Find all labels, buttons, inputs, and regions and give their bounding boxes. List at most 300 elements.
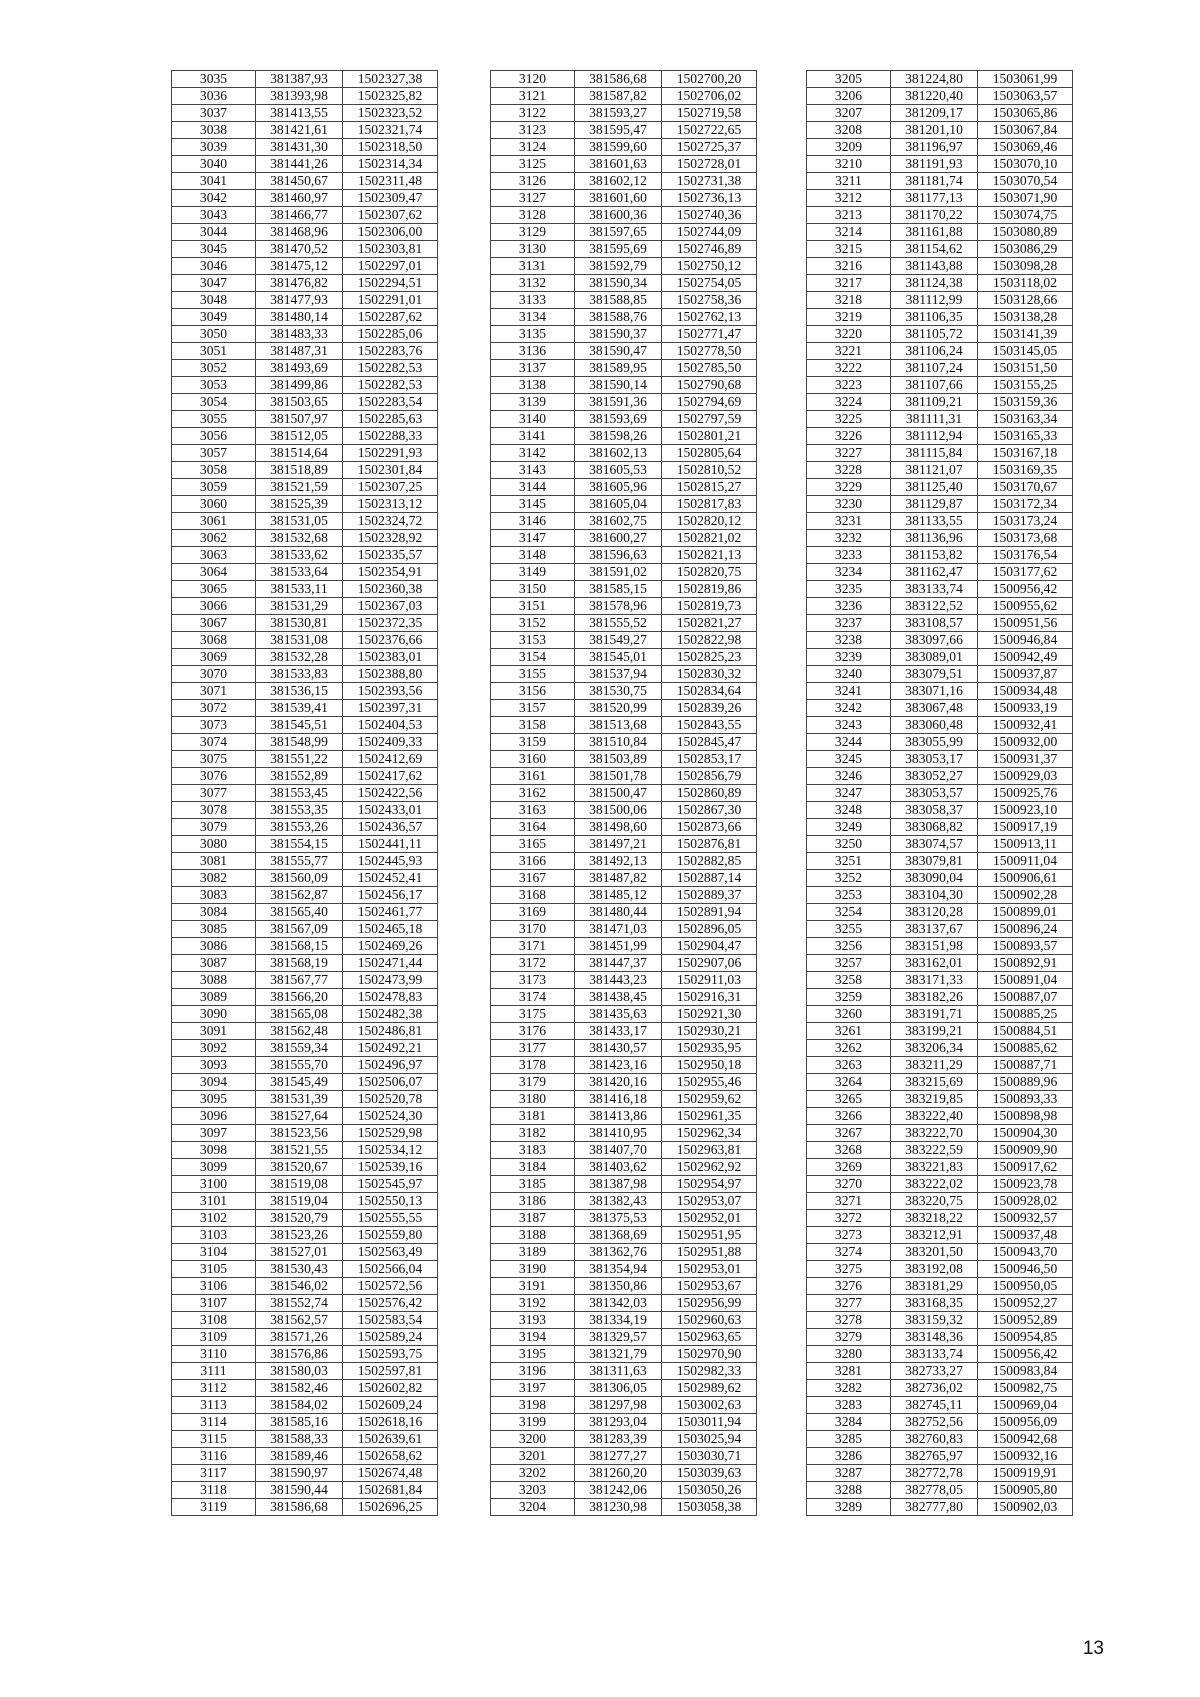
- table-row: [807, 938, 1073, 955]
- y-coordinate-cell: 1502896,05: [662, 921, 757, 938]
- table-row: [172, 428, 438, 445]
- point-number-cell: 3228: [807, 462, 891, 479]
- table-row: [172, 377, 438, 394]
- y-coordinate-cell: 1500946,50: [978, 1261, 1073, 1278]
- x-coordinate-cell: 381209,17: [891, 105, 978, 122]
- point-number-cell: 3157: [491, 700, 575, 717]
- y-coordinate-cell: 1502845,47: [662, 734, 757, 751]
- table-row: [172, 1142, 438, 1159]
- point-number-cell: 3160: [491, 751, 575, 768]
- table-row: [807, 1312, 1073, 1329]
- x-coordinate-cell: 381321,79: [575, 1346, 662, 1363]
- x-coordinate-cell: 381521,59: [256, 479, 343, 496]
- x-coordinate-cell: 381106,35: [891, 309, 978, 326]
- point-number-cell: 3213: [807, 207, 891, 224]
- y-coordinate-cell: 1503169,35: [978, 462, 1073, 479]
- point-number-cell: 3221: [807, 343, 891, 360]
- point-number-cell: 3283: [807, 1397, 891, 1414]
- point-number-cell: 3130: [491, 241, 575, 258]
- x-coordinate-cell: 381451,99: [575, 938, 662, 955]
- table-row: [491, 581, 757, 598]
- y-coordinate-cell: 1502325,82: [343, 88, 438, 105]
- x-coordinate-cell: 381329,57: [575, 1329, 662, 1346]
- x-coordinate-cell: 381585,16: [256, 1414, 343, 1431]
- y-coordinate-cell: 1502821,13: [662, 547, 757, 564]
- y-coordinate-cell: 1502722,65: [662, 122, 757, 139]
- table-row: [172, 496, 438, 513]
- point-number-cell: 3153: [491, 632, 575, 649]
- x-coordinate-cell: 383171,33: [891, 972, 978, 989]
- point-number-cell: 3252: [807, 870, 891, 887]
- table-row: [172, 1482, 438, 1499]
- point-number-cell: 3124: [491, 139, 575, 156]
- table-row: [172, 904, 438, 921]
- x-coordinate-cell: 381121,07: [891, 462, 978, 479]
- table-row: [807, 836, 1073, 853]
- point-number-cell: 3266: [807, 1108, 891, 1125]
- point-number-cell: 3277: [807, 1295, 891, 1312]
- table-row: [491, 224, 757, 241]
- point-number-cell: 3165: [491, 836, 575, 853]
- x-coordinate-cell: 381571,26: [256, 1329, 343, 1346]
- table-row: [491, 870, 757, 887]
- y-coordinate-cell: 1502830,32: [662, 666, 757, 683]
- x-coordinate-cell: 381597,65: [575, 224, 662, 241]
- point-number-cell: 3119: [172, 1499, 256, 1516]
- table-row: [807, 1193, 1073, 1210]
- x-coordinate-cell: 381519,08: [256, 1176, 343, 1193]
- point-number-cell: 3243: [807, 717, 891, 734]
- x-coordinate-cell: 383071,16: [891, 683, 978, 700]
- y-coordinate-cell: 1502576,42: [343, 1295, 438, 1312]
- x-coordinate-cell: 381548,99: [256, 734, 343, 751]
- table-row: [807, 224, 1073, 241]
- y-coordinate-cell: 1502520,78: [343, 1091, 438, 1108]
- x-coordinate-cell: 383053,17: [891, 751, 978, 768]
- y-coordinate-cell: 1500885,62: [978, 1040, 1073, 1057]
- point-number-cell: 3074: [172, 734, 256, 751]
- y-coordinate-cell: 1503177,62: [978, 564, 1073, 581]
- table-row: [491, 904, 757, 921]
- x-coordinate-cell: 381201,10: [891, 122, 978, 139]
- table-row: [172, 1414, 438, 1431]
- table-row: [172, 1329, 438, 1346]
- x-coordinate-cell: 383104,30: [891, 887, 978, 904]
- x-coordinate-cell: 381413,86: [575, 1108, 662, 1125]
- point-number-cell: 3164: [491, 819, 575, 836]
- table-row: [172, 1108, 438, 1125]
- point-number-cell: 3231: [807, 513, 891, 530]
- table-row: [172, 1431, 438, 1448]
- y-coordinate-cell: 1502911,03: [662, 972, 757, 989]
- point-number-cell: 3090: [172, 1006, 256, 1023]
- y-coordinate-cell: 1503086,29: [978, 241, 1073, 258]
- table-row: [491, 343, 757, 360]
- table-row: [491, 1380, 757, 1397]
- y-coordinate-cell: 1500942,49: [978, 649, 1073, 666]
- y-coordinate-cell: 1502307,25: [343, 479, 438, 496]
- y-coordinate-cell: 1502597,81: [343, 1363, 438, 1380]
- point-number-cell: 3076: [172, 768, 256, 785]
- table-row: [491, 955, 757, 972]
- x-coordinate-cell: 381605,96: [575, 479, 662, 496]
- point-number-cell: 3174: [491, 989, 575, 1006]
- table-row: [172, 292, 438, 309]
- x-coordinate-cell: 382745,11: [891, 1397, 978, 1414]
- table-row: [172, 258, 438, 275]
- point-number-cell: 3116: [172, 1448, 256, 1465]
- point-number-cell: 3135: [491, 326, 575, 343]
- table-row: [807, 802, 1073, 819]
- y-coordinate-cell: 1502891,94: [662, 904, 757, 921]
- y-coordinate-cell: 1502545,97: [343, 1176, 438, 1193]
- x-coordinate-cell: 381112,99: [891, 292, 978, 309]
- table-row: [172, 836, 438, 853]
- table-row: [807, 292, 1073, 309]
- point-number-cell: 3258: [807, 972, 891, 989]
- x-coordinate-cell: 381105,72: [891, 326, 978, 343]
- y-coordinate-cell: 1502534,12: [343, 1142, 438, 1159]
- x-coordinate-cell: 381588,76: [575, 309, 662, 326]
- table-row: [491, 1261, 757, 1278]
- y-coordinate-cell: 1500937,87: [978, 666, 1073, 683]
- x-coordinate-cell: 383137,67: [891, 921, 978, 938]
- point-number-cell: 3143: [491, 462, 575, 479]
- y-coordinate-cell: 1500951,56: [978, 615, 1073, 632]
- point-number-cell: 3179: [491, 1074, 575, 1091]
- table-row: [491, 819, 757, 836]
- point-number-cell: 3274: [807, 1244, 891, 1261]
- table-row: [491, 88, 757, 105]
- point-number-cell: 3118: [172, 1482, 256, 1499]
- table-row: [172, 326, 438, 343]
- point-number-cell: 3089: [172, 989, 256, 1006]
- x-coordinate-cell: 381532,68: [256, 530, 343, 547]
- x-coordinate-cell: 381311,63: [575, 1363, 662, 1380]
- point-number-cell: 3060: [172, 496, 256, 513]
- table-row: [491, 1125, 757, 1142]
- y-coordinate-cell: 1502291,01: [343, 292, 438, 309]
- x-coordinate-cell: 381595,47: [575, 122, 662, 139]
- point-number-cell: 3188: [491, 1227, 575, 1244]
- y-coordinate-cell: 1502959,62: [662, 1091, 757, 1108]
- y-coordinate-cell: 1502825,23: [662, 649, 757, 666]
- y-coordinate-cell: 1500911,04: [978, 853, 1073, 870]
- table-row: [172, 955, 438, 972]
- y-coordinate-cell: 1503030,71: [662, 1448, 757, 1465]
- point-number-cell: 3081: [172, 853, 256, 870]
- x-coordinate-cell: 381133,55: [891, 513, 978, 530]
- x-coordinate-cell: 381552,74: [256, 1295, 343, 1312]
- table-row: [491, 1210, 757, 1227]
- point-number-cell: 3127: [491, 190, 575, 207]
- y-coordinate-cell: 1502436,57: [343, 819, 438, 836]
- x-coordinate-cell: 383122,52: [891, 598, 978, 615]
- x-coordinate-cell: 381447,37: [575, 955, 662, 972]
- table-row: [172, 173, 438, 190]
- y-coordinate-cell: 1502473,99: [343, 972, 438, 989]
- table-row: [172, 1465, 438, 1482]
- x-coordinate-cell: 381533,64: [256, 564, 343, 581]
- point-number-cell: 3261: [807, 1023, 891, 1040]
- point-number-cell: 3145: [491, 496, 575, 513]
- x-coordinate-cell: 383079,81: [891, 853, 978, 870]
- y-coordinate-cell: 1500891,04: [978, 972, 1073, 989]
- x-coordinate-cell: 381530,43: [256, 1261, 343, 1278]
- point-number-cell: 3056: [172, 428, 256, 445]
- x-coordinate-cell: 381530,81: [256, 615, 343, 632]
- x-coordinate-cell: 381503,65: [256, 394, 343, 411]
- x-coordinate-cell: 383108,57: [891, 615, 978, 632]
- x-coordinate-cell: 381584,02: [256, 1397, 343, 1414]
- point-number-cell: 3054: [172, 394, 256, 411]
- table-row: [491, 768, 757, 785]
- table-row: [491, 972, 757, 989]
- y-coordinate-cell: 1500917,62: [978, 1159, 1073, 1176]
- table-row: [491, 666, 757, 683]
- table-row: [807, 887, 1073, 904]
- table-row: [172, 615, 438, 632]
- y-coordinate-cell: 1502731,38: [662, 173, 757, 190]
- y-coordinate-cell: 1502404,53: [343, 717, 438, 734]
- point-number-cell: 3115: [172, 1431, 256, 1448]
- y-coordinate-cell: 1502465,18: [343, 921, 438, 938]
- x-coordinate-cell: 381230,98: [575, 1499, 662, 1516]
- x-coordinate-cell: 381590,34: [575, 275, 662, 292]
- y-coordinate-cell: 1502876,81: [662, 836, 757, 853]
- x-coordinate-cell: 381181,74: [891, 173, 978, 190]
- x-coordinate-cell: 381553,45: [256, 785, 343, 802]
- point-number-cell: 3098: [172, 1142, 256, 1159]
- point-number-cell: 3050: [172, 326, 256, 343]
- point-number-cell: 3242: [807, 700, 891, 717]
- y-coordinate-cell: 1503167,18: [978, 445, 1073, 462]
- x-coordinate-cell: 383222,59: [891, 1142, 978, 1159]
- table-row: [491, 938, 757, 955]
- point-number-cell: 3276: [807, 1278, 891, 1295]
- x-coordinate-cell: 381586,68: [575, 71, 662, 88]
- point-number-cell: 3214: [807, 224, 891, 241]
- x-coordinate-cell: 383192,08: [891, 1261, 978, 1278]
- point-number-cell: 3051: [172, 343, 256, 360]
- table-row: [491, 139, 757, 156]
- table-row: [491, 122, 757, 139]
- table-row: [491, 445, 757, 462]
- table-row: [807, 462, 1073, 479]
- x-coordinate-cell: 381593,27: [575, 105, 662, 122]
- x-coordinate-cell: 381431,30: [256, 139, 343, 156]
- x-coordinate-cell: 381387,93: [256, 71, 343, 88]
- x-coordinate-cell: 382777,80: [891, 1499, 978, 1516]
- y-coordinate-cell: 1502291,93: [343, 445, 438, 462]
- x-coordinate-cell: 381362,76: [575, 1244, 662, 1261]
- y-coordinate-cell: 1503067,84: [978, 122, 1073, 139]
- x-coordinate-cell: 381177,13: [891, 190, 978, 207]
- y-coordinate-cell: 1500932,16: [978, 1448, 1073, 1465]
- y-coordinate-cell: 1500884,51: [978, 1023, 1073, 1040]
- y-coordinate-cell: 1503070,10: [978, 156, 1073, 173]
- point-number-cell: 3072: [172, 700, 256, 717]
- table-row: [491, 887, 757, 904]
- y-coordinate-cell: 1500893,57: [978, 938, 1073, 955]
- x-coordinate-cell: 383060,48: [891, 717, 978, 734]
- table-row: [491, 462, 757, 479]
- table-row: [172, 921, 438, 938]
- y-coordinate-cell: 1503141,39: [978, 326, 1073, 343]
- y-coordinate-cell: 1502412,69: [343, 751, 438, 768]
- x-coordinate-cell: 381599,60: [575, 139, 662, 156]
- point-number-cell: 3069: [172, 649, 256, 666]
- table-row: [491, 411, 757, 428]
- x-coordinate-cell: 381593,69: [575, 411, 662, 428]
- point-number-cell: 3287: [807, 1465, 891, 1482]
- y-coordinate-cell: 1503050,26: [662, 1482, 757, 1499]
- y-coordinate-cell: 1502963,81: [662, 1142, 757, 1159]
- x-coordinate-cell: 383120,28: [891, 904, 978, 921]
- point-number-cell: 3244: [807, 734, 891, 751]
- point-number-cell: 3185: [491, 1176, 575, 1193]
- x-coordinate-cell: 381553,35: [256, 802, 343, 819]
- table-row: [807, 751, 1073, 768]
- point-number-cell: 3161: [491, 768, 575, 785]
- page-number: 13: [1082, 1638, 1104, 1659]
- table-row: [807, 853, 1073, 870]
- coordinates-table-2: [490, 70, 757, 1516]
- x-coordinate-cell: 382778,05: [891, 1482, 978, 1499]
- y-coordinate-cell: 1503173,24: [978, 513, 1073, 530]
- point-number-cell: 3235: [807, 581, 891, 598]
- y-coordinate-cell: 1502456,17: [343, 887, 438, 904]
- table-row: [172, 88, 438, 105]
- y-coordinate-cell: 1502372,35: [343, 615, 438, 632]
- point-number-cell: 3159: [491, 734, 575, 751]
- point-number-cell: 3068: [172, 632, 256, 649]
- x-coordinate-cell: 383218,22: [891, 1210, 978, 1227]
- y-coordinate-cell: 1502314,34: [343, 156, 438, 173]
- x-coordinate-cell: 381112,94: [891, 428, 978, 445]
- x-coordinate-cell: 381533,11: [256, 581, 343, 598]
- point-number-cell: 3226: [807, 428, 891, 445]
- x-coordinate-cell: 381466,77: [256, 207, 343, 224]
- table-row: [807, 207, 1073, 224]
- point-number-cell: 3038: [172, 122, 256, 139]
- point-number-cell: 3285: [807, 1431, 891, 1448]
- y-coordinate-cell: 1502921,30: [662, 1006, 757, 1023]
- point-number-cell: 3238: [807, 632, 891, 649]
- point-number-cell: 3141: [491, 428, 575, 445]
- y-coordinate-cell: 1500952,27: [978, 1295, 1073, 1312]
- table-row: [172, 1312, 438, 1329]
- table-row: [491, 156, 757, 173]
- x-coordinate-cell: 381471,03: [575, 921, 662, 938]
- y-coordinate-cell: 1502589,24: [343, 1329, 438, 1346]
- x-coordinate-cell: 381480,44: [575, 904, 662, 921]
- point-number-cell: 3082: [172, 870, 256, 887]
- point-number-cell: 3224: [807, 394, 891, 411]
- point-number-cell: 3138: [491, 377, 575, 394]
- table-row: [491, 275, 757, 292]
- y-coordinate-cell: 1503065,86: [978, 105, 1073, 122]
- x-coordinate-cell: 381595,69: [575, 241, 662, 258]
- point-number-cell: 3211: [807, 173, 891, 190]
- x-coordinate-cell: 382752,56: [891, 1414, 978, 1431]
- point-number-cell: 3210: [807, 156, 891, 173]
- y-coordinate-cell: 1503145,05: [978, 343, 1073, 360]
- y-coordinate-cell: 1502639,61: [343, 1431, 438, 1448]
- point-number-cell: 3114: [172, 1414, 256, 1431]
- table-row: [491, 802, 757, 819]
- x-coordinate-cell: 383212,91: [891, 1227, 978, 1244]
- y-coordinate-cell: 1502956,99: [662, 1295, 757, 1312]
- table-row: [172, 1227, 438, 1244]
- table-row: [491, 1108, 757, 1125]
- y-coordinate-cell: 1502422,56: [343, 785, 438, 802]
- y-coordinate-cell: 1500929,03: [978, 768, 1073, 785]
- x-coordinate-cell: 383221,83: [891, 1159, 978, 1176]
- x-coordinate-cell: 382760,83: [891, 1431, 978, 1448]
- y-coordinate-cell: 1502963,65: [662, 1329, 757, 1346]
- point-number-cell: 3237: [807, 615, 891, 632]
- point-number-cell: 3178: [491, 1057, 575, 1074]
- y-coordinate-cell: 1502889,37: [662, 887, 757, 904]
- y-coordinate-cell: 1502285,06: [343, 326, 438, 343]
- x-coordinate-cell: 381545,51: [256, 717, 343, 734]
- x-coordinate-cell: 381470,52: [256, 241, 343, 258]
- point-number-cell: 3197: [491, 1380, 575, 1397]
- point-number-cell: 3150: [491, 581, 575, 598]
- table-row: [172, 751, 438, 768]
- table-row: [172, 1261, 438, 1278]
- table-row: [807, 1108, 1073, 1125]
- point-number-cell: 3099: [172, 1159, 256, 1176]
- y-coordinate-cell: 1502486,81: [343, 1023, 438, 1040]
- x-coordinate-cell: 381107,66: [891, 377, 978, 394]
- point-number-cell: 3202: [491, 1465, 575, 1482]
- table-row: [172, 1210, 438, 1227]
- table-row: [172, 972, 438, 989]
- y-coordinate-cell: 1502306,00: [343, 224, 438, 241]
- y-coordinate-cell: 1502360,38: [343, 581, 438, 598]
- y-coordinate-cell: 1502706,02: [662, 88, 757, 105]
- table-row: [491, 1057, 757, 1074]
- y-coordinate-cell: 1502762,13: [662, 309, 757, 326]
- y-coordinate-cell: 1502393,56: [343, 683, 438, 700]
- point-number-cell: 3220: [807, 326, 891, 343]
- table-row: [491, 360, 757, 377]
- table-row: [807, 1006, 1073, 1023]
- point-number-cell: 3233: [807, 547, 891, 564]
- point-number-cell: 3057: [172, 445, 256, 462]
- table-row: [807, 1465, 1073, 1482]
- table-row: [807, 513, 1073, 530]
- x-coordinate-cell: 381562,87: [256, 887, 343, 904]
- y-coordinate-cell: 1502602,82: [343, 1380, 438, 1397]
- y-coordinate-cell: 1502953,67: [662, 1278, 757, 1295]
- x-coordinate-cell: 381565,40: [256, 904, 343, 921]
- y-coordinate-cell: 1500983,84: [978, 1363, 1073, 1380]
- x-coordinate-cell: 381191,93: [891, 156, 978, 173]
- table-row: [172, 1363, 438, 1380]
- x-coordinate-cell: 381531,29: [256, 598, 343, 615]
- point-number-cell: 3129: [491, 224, 575, 241]
- y-coordinate-cell: 1500923,78: [978, 1176, 1073, 1193]
- table-row: [172, 989, 438, 1006]
- y-coordinate-cell: 1503165,33: [978, 428, 1073, 445]
- table-row: [172, 819, 438, 836]
- table-row: [807, 1499, 1073, 1516]
- point-number-cell: 3109: [172, 1329, 256, 1346]
- point-number-cell: 3195: [491, 1346, 575, 1363]
